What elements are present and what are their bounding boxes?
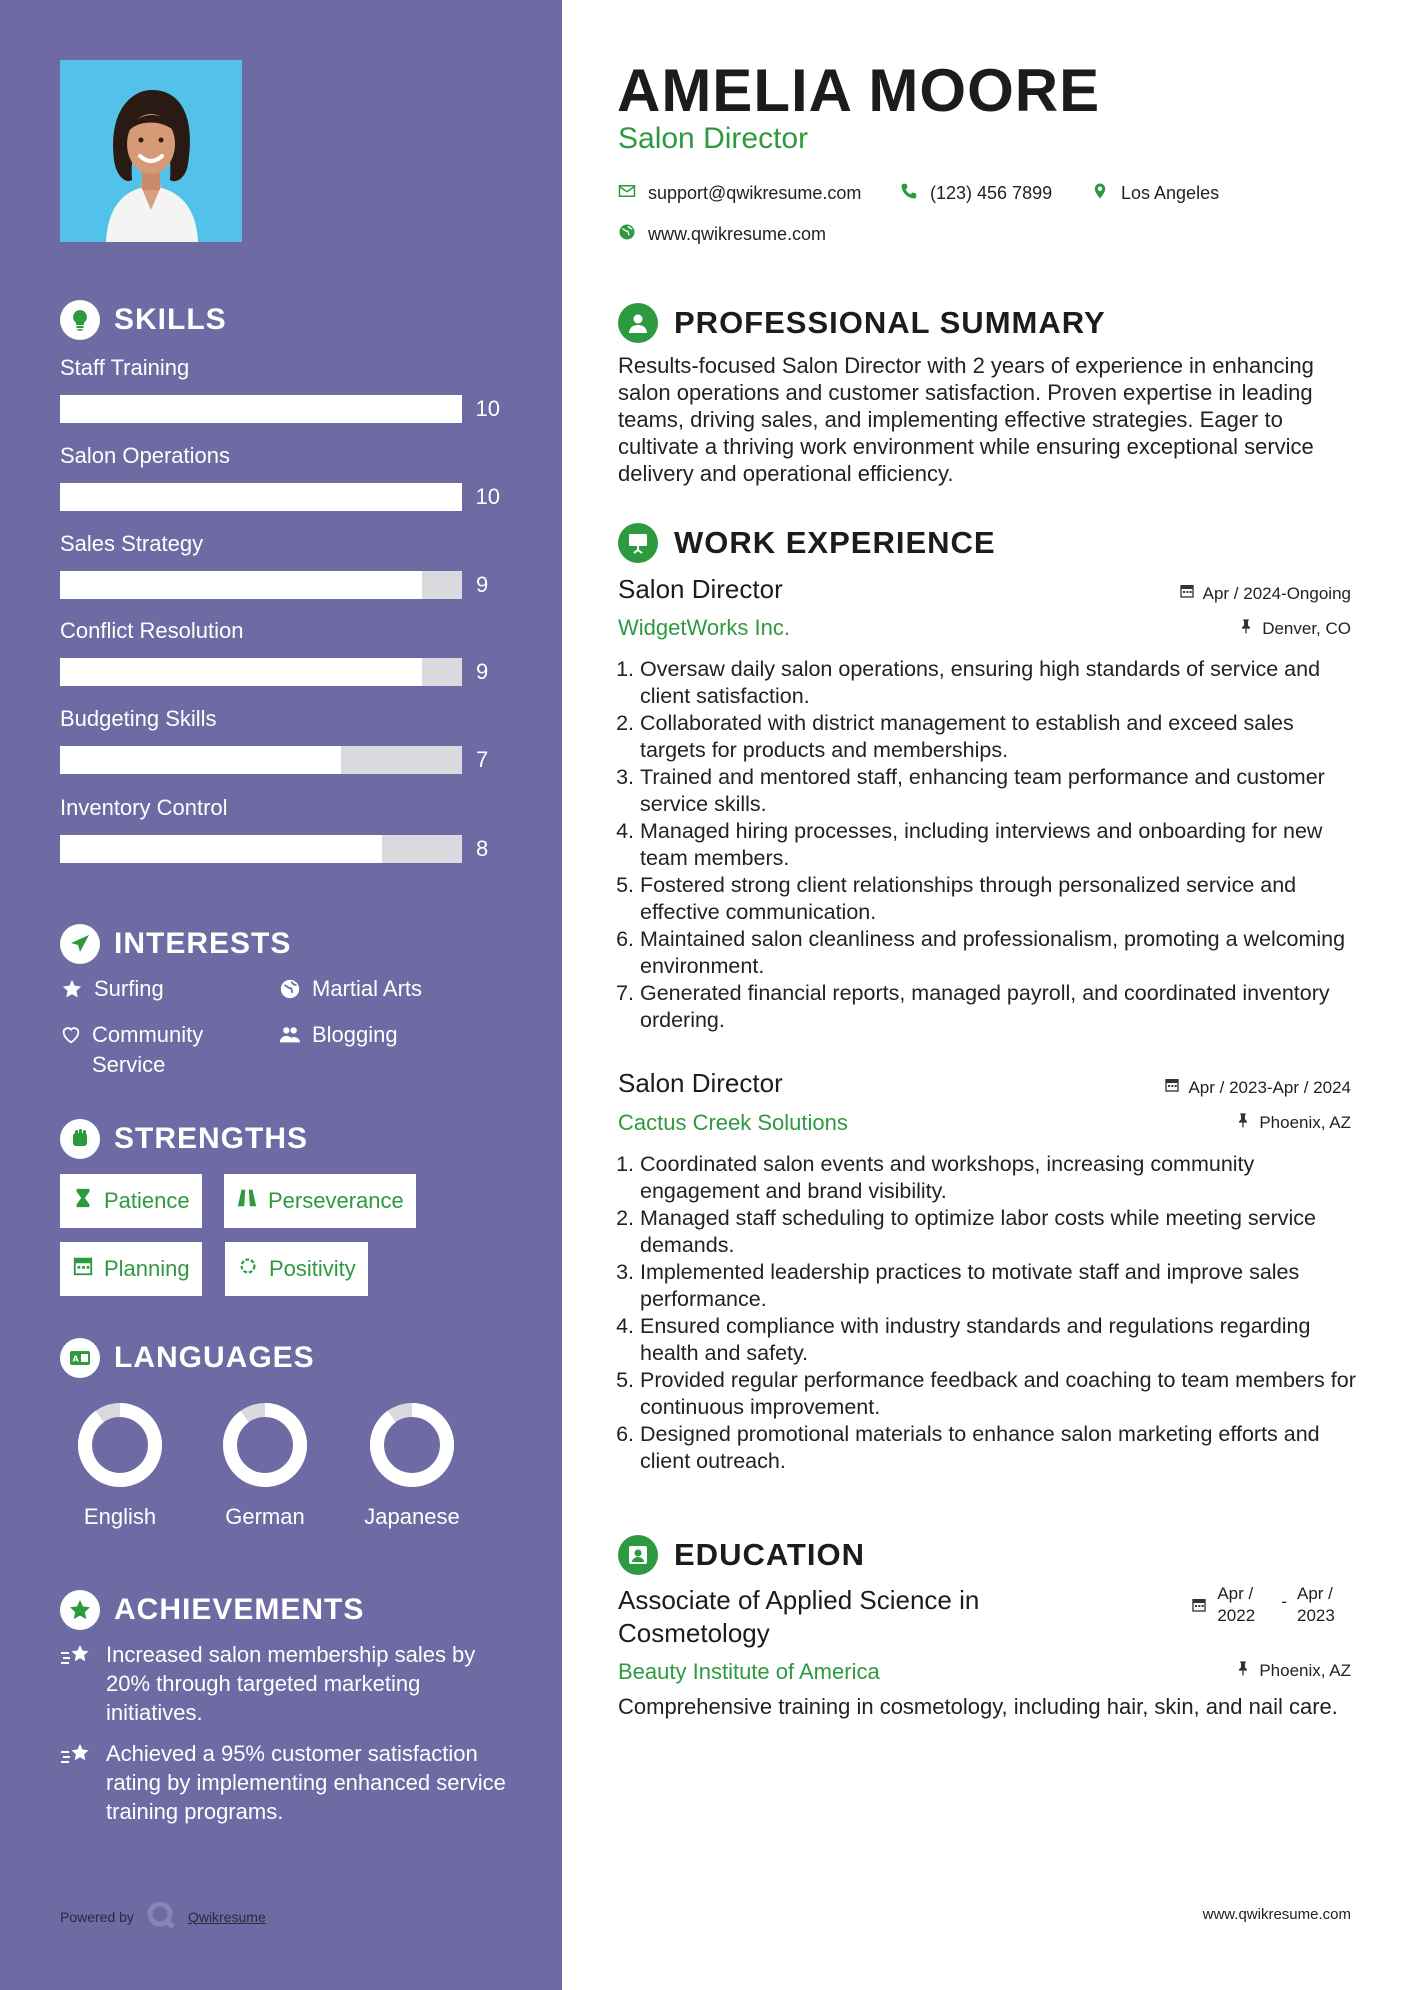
contact-email[interactable] <box>618 182 861 205</box>
list-number: 3. <box>616 765 634 789</box>
skill-name: Sales Strategy <box>60 531 204 556</box>
interest-item <box>278 1020 398 1050</box>
list-number: 1. <box>616 657 634 681</box>
list-number: 4. <box>616 819 634 843</box>
skill-bar-fill <box>60 658 422 686</box>
skill-bar-fill <box>60 571 422 599</box>
skill-bar-fill <box>60 835 382 863</box>
language-name: Japanese <box>364 1504 460 1529</box>
education-date-separator: - <box>1281 1592 1287 1611</box>
language-donut-fill <box>377 1410 447 1480</box>
interest-item <box>60 974 164 1004</box>
experience-heading <box>618 523 996 563</box>
footer-url[interactable]: www.qwikresume.com <box>1202 1906 1351 1923</box>
summary-heading <box>618 303 1106 343</box>
skill-bar <box>60 835 462 863</box>
strength-badge <box>225 1242 368 1296</box>
responsibility-text: Designed promotional materials to enhance salon marketing efforts and client outreach. <box>640 1422 1320 1473</box>
responsibility-text: Generated financial reports, managed payroll, and coordinated inventory ordering. <box>640 981 1330 1032</box>
responsibility-text: Managed hiring processes, including interviews and onboarding for new team members. <box>640 819 1323 870</box>
responsibility-item <box>612 1367 1362 1421</box>
education-title: EDUCATION <box>674 1537 865 1572</box>
education-start: Apr / 2022 <box>1217 1584 1256 1625</box>
skill-value: 9 <box>476 572 489 597</box>
education-location <box>1235 1660 1351 1681</box>
map-pin-icon <box>1091 182 1109 205</box>
summary-text: Results-focused Salon Director with 2 years of experience in enhancing salon operations and customer satisfaction. Proven expertise in leading teams, driving sales, and implementing effective strategies. Eager to cultivate a thriving work environment while ensuring exceptional service delivery and operational efficiency. <box>618 353 1314 486</box>
responsibility-item <box>612 1313 1362 1367</box>
strength-badge <box>60 1174 202 1228</box>
responsibility-text: Managed staff scheduling to optimize labor costs while meeting service demands. <box>640 1206 1317 1257</box>
pushpin-icon <box>1238 618 1254 639</box>
achievement-item <box>60 1640 510 1727</box>
sidebar <box>0 0 562 1990</box>
skill-value: 10 <box>475 484 500 509</box>
job-responsibilities <box>612 656 1362 1034</box>
responsibility-item <box>612 1259 1362 1313</box>
skill-item <box>60 443 500 511</box>
responsibility-text: Provided regular performance feedback and coaching to team members for continuous improvement. <box>640 1368 1356 1419</box>
language-donut-fill <box>230 1410 300 1480</box>
interest-label: Martial Arts <box>312 976 423 1001</box>
globe-icon <box>618 223 636 246</box>
education-end: Apr / 2023 <box>1297 1584 1335 1625</box>
main-content <box>562 0 1407 1990</box>
achievement-item <box>60 1739 510 1826</box>
pushpin-icon <box>1235 1112 1251 1133</box>
globe-icon <box>278 974 302 1004</box>
skill-bar-row <box>60 835 500 863</box>
language-donut-fill <box>85 1410 155 1480</box>
list-number: 7. <box>616 981 634 1005</box>
calendar-icon <box>1179 583 1195 604</box>
powered-by <box>60 1900 266 1933</box>
skill-name: Staff Training <box>60 355 190 380</box>
education-dates <box>1191 1583 1351 1627</box>
interests-heading <box>60 924 291 964</box>
skill-item <box>60 531 500 599</box>
interest-label: Surfing <box>94 976 164 1001</box>
job-dates <box>1164 1077 1351 1098</box>
skill-bar <box>60 571 462 599</box>
skill-bar-fill <box>60 395 462 423</box>
skill-value: 7 <box>476 747 489 772</box>
calendar-icon <box>1191 1583 1207 1619</box>
user-icon <box>618 303 658 343</box>
skill-bar-fill <box>60 483 462 511</box>
skill-item <box>60 795 500 863</box>
candidate-name: AMELIA MOORE <box>617 57 1101 124</box>
skill-bar-fill <box>60 746 341 774</box>
award-star-icon <box>60 1590 100 1630</box>
interest-label: Community Service <box>92 1022 204 1077</box>
achievements-heading <box>60 1590 364 1630</box>
strength-badge <box>224 1174 416 1228</box>
responsibility-text: Fostered strong client relationships through personalized service and effective communication. <box>640 873 1297 924</box>
calendar-icon <box>1164 1077 1180 1098</box>
strengths-heading <box>60 1119 308 1159</box>
responsibility-item <box>612 764 1362 818</box>
language-donut <box>75 1400 165 1490</box>
skill-bar-row <box>60 395 500 423</box>
heart-icon <box>60 1020 82 1050</box>
skill-bar <box>60 395 462 423</box>
job-location <box>1235 1112 1351 1133</box>
list-number: 6. <box>616 927 634 951</box>
skill-bar <box>60 746 462 774</box>
contact-website[interactable] <box>618 223 826 246</box>
job-location-text: Denver, CO <box>1262 618 1351 638</box>
skills-title: SKILLS <box>114 303 227 336</box>
list-number: 1. <box>616 1152 634 1176</box>
list-number: 2. <box>616 1206 634 1230</box>
paper-plane-icon <box>60 924 100 964</box>
strength-label: Patience <box>104 1188 190 1213</box>
job-dates-text: Apr / 2024-Ongoing <box>1202 583 1351 603</box>
job-location <box>1238 618 1351 639</box>
shooting-star-icon <box>60 1739 94 1826</box>
skill-item <box>60 618 500 686</box>
responsibility-item <box>612 710 1362 764</box>
responsibility-item <box>612 1421 1362 1475</box>
education-heading <box>618 1535 865 1575</box>
skills-heading <box>60 300 227 340</box>
list-number: 5. <box>616 873 634 897</box>
presentation-icon <box>618 523 658 563</box>
hourglass-icon <box>72 1187 94 1215</box>
sun-icon <box>237 1255 259 1283</box>
interests-title: INTERESTS <box>114 927 292 960</box>
responsibility-item <box>612 980 1362 1034</box>
responsibility-item <box>612 818 1362 872</box>
education-degree: Associate of Applied Science in Cosmetology <box>618 1585 980 1648</box>
strength-label: Positivity <box>269 1256 356 1281</box>
star-icon <box>60 974 84 1004</box>
language-item <box>342 1400 482 1530</box>
envelope-icon <box>618 182 636 205</box>
skill-item <box>60 355 500 423</box>
education-location-text: Phoenix, AZ <box>1259 1660 1351 1680</box>
language-name: English <box>83 1504 157 1529</box>
contact-phone[interactable] <box>900 182 1052 205</box>
qwikresume-logo-icon <box>146 1900 176 1933</box>
interest-item <box>60 1020 250 1080</box>
skill-name: Conflict Resolution <box>60 618 244 643</box>
education-school: Beauty Institute of America <box>618 1659 880 1684</box>
list-number: 3. <box>616 1260 634 1284</box>
skill-bar-row <box>60 483 500 511</box>
powered-by-label: Powered by <box>60 1908 134 1925</box>
job-company: Cactus Creek Solutions <box>618 1110 848 1135</box>
phone-icon <box>900 182 918 205</box>
language-item <box>50 1400 190 1530</box>
summary-title: PROFESSIONAL SUMMARY <box>674 305 1106 340</box>
list-number: 2. <box>616 711 634 735</box>
skill-name: Inventory Control <box>60 795 228 820</box>
pushpin-icon <box>1235 1660 1251 1681</box>
job-dates <box>1179 583 1351 604</box>
interest-label: Blogging <box>312 1022 398 1047</box>
skill-bar <box>60 658 462 686</box>
language-item <box>195 1400 335 1530</box>
skill-bar <box>60 483 462 511</box>
language-name: German <box>225 1504 305 1529</box>
skill-value: 10 <box>475 396 500 421</box>
calendar-icon <box>72 1255 94 1283</box>
candidate-role: Salon Director <box>618 122 809 155</box>
profile-photo <box>60 60 242 242</box>
responsibility-item <box>612 926 1362 980</box>
responsibility-text: Trained and mentored staff, enhancing team performance and customer service skills. <box>640 765 1325 816</box>
responsibility-text: Implemented leadership practices to motivate staff and improve sales performance. <box>640 1260 1300 1311</box>
responsibility-text: Oversaw daily salon operations, ensuring high standards of service and client satisfaction. <box>640 657 1321 708</box>
shooting-star-icon <box>60 1640 94 1727</box>
responsibility-item <box>612 1151 1362 1205</box>
responsibility-item <box>612 656 1362 710</box>
phone-text: (123) 456 7899 <box>930 183 1053 203</box>
strength-badge <box>60 1242 202 1296</box>
experience-title: WORK EXPERIENCE <box>674 525 996 560</box>
job-responsibilities <box>612 1151 1362 1475</box>
lightbulb-icon <box>60 300 100 340</box>
responsibility-text: Coordinated salon events and workshops, increasing community engagement and brand visibility. <box>640 1152 1255 1203</box>
education-description: Comprehensive training in cosmetology, including hair, skin, and nail care. <box>618 1694 1338 1719</box>
list-number: 4. <box>616 1314 634 1338</box>
contact-location <box>1091 182 1219 205</box>
responsibility-text: Maintained salon cleanliness and professionalism, promoting a welcoming environment. <box>640 927 1346 978</box>
list-number: 5. <box>616 1368 634 1392</box>
skill-item <box>60 706 500 774</box>
skill-bar-row <box>60 571 500 599</box>
skill-name: Salon Operations <box>60 443 230 468</box>
achievements-title: ACHIEVEMENTS <box>114 1593 365 1626</box>
languages-heading <box>60 1338 315 1378</box>
skill-value: 8 <box>476 836 489 861</box>
job-company: WidgetWorks Inc. <box>618 615 790 640</box>
skill-bar-row <box>60 658 500 686</box>
skill-value: 9 <box>476 659 489 684</box>
email-text: support@qwikresume.com <box>648 183 862 203</box>
responsibility-text: Collaborated with district management to establish and exceed sales targets for products and memberships. <box>640 711 1294 762</box>
languages-title: LANGUAGES <box>114 1341 315 1374</box>
achievement-text: Achieved a 95% customer satisfaction rating by implementing enhanced service training programs. <box>106 1741 506 1824</box>
graduate-icon <box>618 1535 658 1575</box>
list-number: 6. <box>616 1422 634 1446</box>
job-title: Salon Director <box>618 1068 783 1098</box>
job-title: Salon Director <box>618 574 783 604</box>
road-icon <box>236 1187 258 1215</box>
job-dates-text: Apr / 2023-Apr / 2024 <box>1188 1077 1351 1097</box>
language-donut <box>367 1400 457 1490</box>
responsibility-item <box>612 1205 1362 1259</box>
website-text: www.qwikresume.com <box>648 224 827 244</box>
strength-label: Perseverance <box>268 1188 404 1213</box>
strength-label: Planning <box>104 1256 190 1281</box>
responsibility-text: Ensured compliance with industry standards and regulations regarding health and safety. <box>640 1314 1311 1365</box>
interest-item <box>278 974 422 1004</box>
skill-name: Budgeting Skills <box>60 706 217 731</box>
translate-icon <box>60 1338 100 1378</box>
svg-text:A: A <box>72 1354 80 1364</box>
fist-icon <box>60 1119 100 1159</box>
location-text: Los Angeles <box>1121 183 1220 203</box>
achievement-text: Increased salon membership sales by 20% through targeted marketing initiatives. <box>106 1642 476 1725</box>
users-icon <box>278 1020 302 1050</box>
qwikresume-link[interactable]: Qwikresume <box>187 1908 266 1925</box>
job-location-text: Phoenix, AZ <box>1259 1112 1351 1132</box>
strengths-title: STRENGTHS <box>114 1122 309 1155</box>
language-donut <box>220 1400 310 1490</box>
responsibility-item <box>612 872 1362 926</box>
skill-bar-row <box>60 746 500 774</box>
